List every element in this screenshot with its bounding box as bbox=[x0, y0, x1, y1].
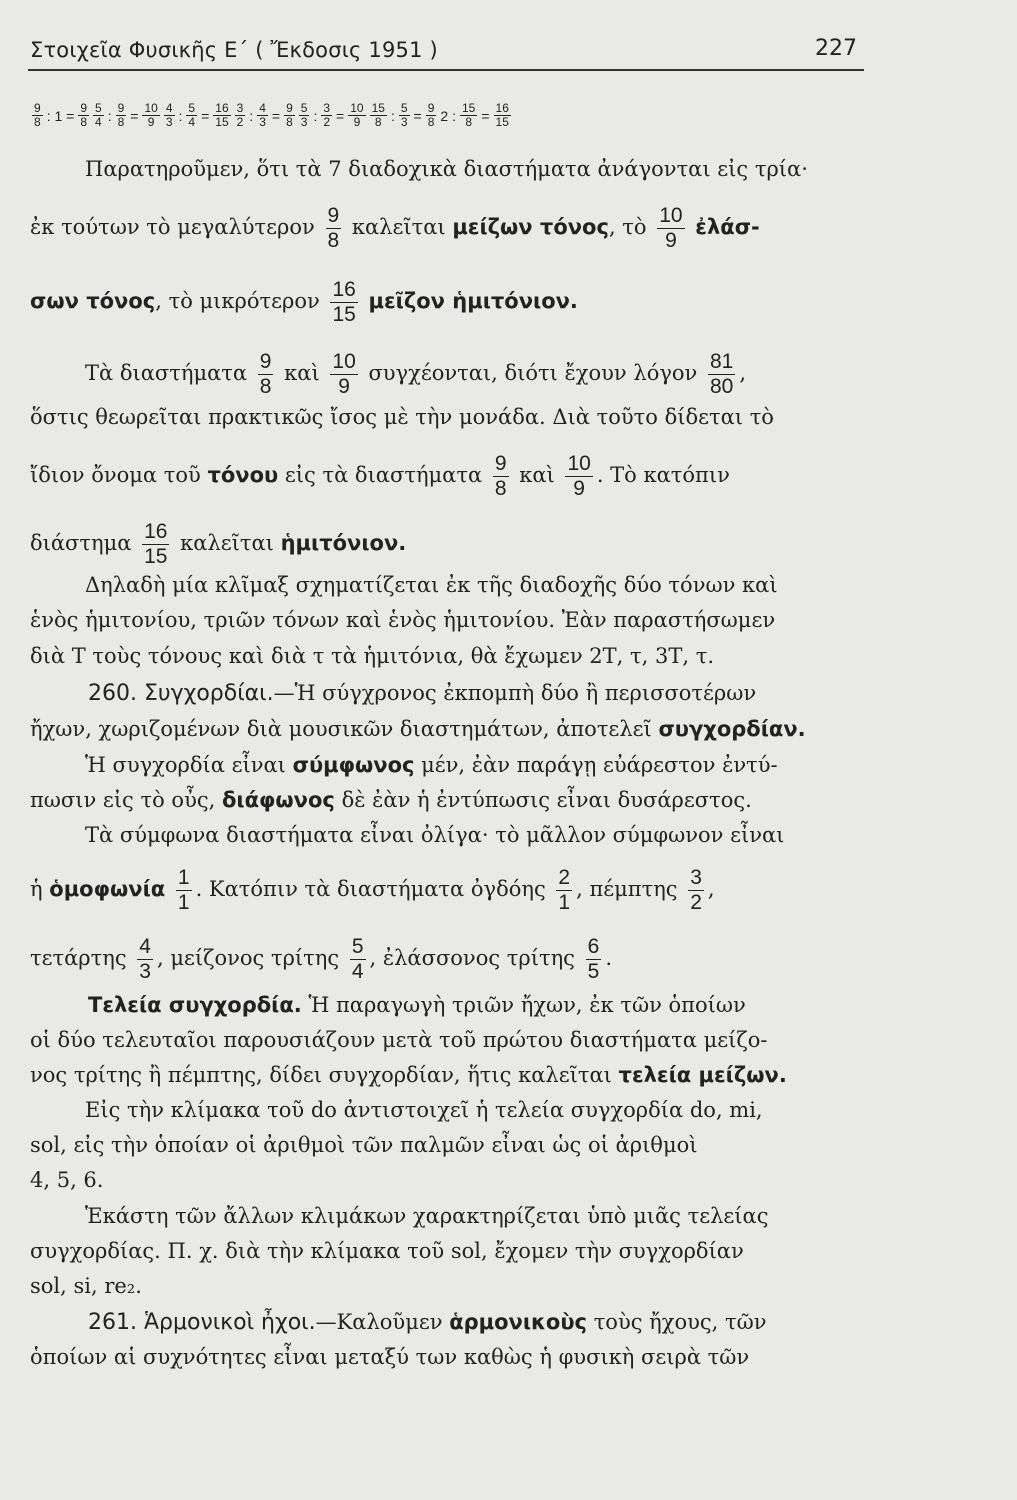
text-line: νος τρίτης ἢ πέμπτης, δίδει συγχορδίαν, ἥτις καλεῖται τελεία μείζων. bbox=[30, 1063, 787, 1087]
text-line: Τὰ σύμφωνα διαστήματα εἶναι ὀλίγα· τὸ μᾶλλον σύμφωνον εἶναι bbox=[85, 823, 785, 847]
text-line: 261. Ἁρμονικοὶ ἦχοι.—Καλοῦμεν ἁρμονικοὺς τοὺς ἤχους, τῶν bbox=[88, 1310, 767, 1335]
fraction: $\frac{16}{15}$ bbox=[495, 101, 509, 129]
fraction: $\frac{4}{3}$ bbox=[139, 935, 151, 983]
fraction: $\frac{9}{8}$ bbox=[117, 101, 125, 129]
fraction: $\frac{9}{8}$ bbox=[427, 101, 435, 129]
section-heading: 260. Συγχορδίαι. bbox=[88, 681, 274, 706]
fraction: $\frac{15}{8}$ bbox=[461, 101, 476, 129]
fraction: $\frac{10}{9}$ bbox=[350, 101, 364, 129]
text-line: Δηλαδὴ μία κλῖμαξ σχηματίζεται ἐκ τῆς διαδοχῆς δύο τόνων καὶ bbox=[85, 573, 778, 597]
fraction: $\frac{3}{2}$ bbox=[236, 101, 244, 129]
fraction: $\frac{5}{3}$ bbox=[400, 101, 408, 129]
fraction: $\frac{5}{4}$ bbox=[95, 101, 102, 129]
fraction: $\frac{9}{8}$ bbox=[494, 452, 507, 500]
text-line: οἱ δύο τελευταῖοι παρουσιάζουν μετὰ τοῦ πρώτου διαστήματα μείζο- bbox=[30, 1028, 768, 1052]
fraction: $\frac{2}{1}$ bbox=[558, 866, 571, 914]
header-rule bbox=[28, 69, 864, 71]
text-line: Παρατηροῦμεν, ὅτι τὰ 7 διαδοχικὰ διαστήματα ἀνάγονται εἰς τρία· bbox=[85, 157, 808, 181]
fraction: $\frac{81}{80}$ bbox=[709, 350, 734, 398]
page-number: 227 bbox=[815, 36, 857, 61]
text-line: Τὰ διαστήματα $\frac{9}{8}$ καὶ $\frac{10}{9}$ συγχέονται, διότι ἔχουν λόγον $\frac{81}{80}$ , bbox=[85, 350, 747, 398]
fraction: $\frac{16}{15}$ bbox=[215, 101, 229, 129]
section-heading: 261. Ἁρμονικοὶ ἦχοι. bbox=[88, 1310, 316, 1335]
fraction: $\frac{3}{2}$ bbox=[323, 101, 331, 129]
fraction: $\frac{9}{8}$ bbox=[80, 101, 88, 129]
fraction: $\frac{1}{1}$ bbox=[177, 866, 190, 914]
text-line: Εἰς τὴν κλίμακα τοῦ do ἀντιστοιχεῖ ἡ τελεία συγχορδία do, mi, bbox=[85, 1098, 763, 1122]
text-line: διάστημα $\frac{16}{15}$ καλεῖται ἡμιτόνιον. bbox=[30, 520, 407, 568]
fraction: $\frac{4}{3}$ bbox=[259, 101, 266, 129]
text-line: Ἡ συγχορδία εἶναι σύμφωνος μέν, ἐὰν παράγῃ εὐάρεστον ἐντύ- bbox=[85, 753, 778, 777]
fraction: $\frac{9}{8}$ bbox=[259, 350, 272, 398]
text-line: τετάρτης $\frac{4}{3}$ , μείζονος τρίτης $\frac{5}{4}$ , ἐλάσσονος τρίτης $\frac{6}{5}$ . bbox=[30, 935, 612, 983]
section-heading: Τελεία συγχορδία. bbox=[88, 993, 302, 1017]
text-line: σων τόνος, τὸ μικρότερον $\frac{16}{15}$ μεῖζον ἡμιτόνιον. bbox=[30, 278, 578, 326]
text-line: διὰ Τ τοὺς τόνους καὶ διὰ τ τὰ ἡμιτόνια, θὰ ἔχωμεν 2Τ, τ, 3Τ, τ. bbox=[30, 644, 715, 668]
fraction: $\frac{10}{9}$ bbox=[567, 452, 591, 500]
text-line: ἡ ὁμοφωνία $\frac{1}{1}$ . Κατόπιν τὰ διαστήματα ὀγδόης $\frac{2}{1}$ , πέμπτης $\frac{3}{2}$ , bbox=[30, 866, 715, 914]
text-line: sol, si, re₂. bbox=[30, 1274, 142, 1298]
text-line: 4, 5, 6. bbox=[30, 1168, 104, 1192]
text-line: ἴδιον ὄνομα τοῦ τόνου εἰς τὰ διαστήματα $\frac{9}{8}$ καὶ $\frac{10}{9}$ . Τὸ κατόπιν bbox=[30, 452, 730, 500]
text-line: ἤχων, χωριζομένων διὰ μουσικῶν διαστημάτων, ἀποτελεῖ συγχορδίαν. bbox=[30, 717, 806, 741]
text-line: ἐκ τούτων τὸ μεγαλύτερον $\frac{9}{8}$ καλεῖται μείζων τόνος, τὸ $\frac{10}{9}$ ἐλάσ- bbox=[30, 204, 760, 252]
fraction: $\frac{10}{9}$ bbox=[332, 350, 356, 398]
fraction: $\frac{9}{8}$ bbox=[327, 204, 340, 252]
text-line: sol, εἰς τὴν ὁποίαν οἱ ἀριθμοὶ τῶν παλμῶν εἶναι ὡς οἱ ἀριθμοὶ bbox=[30, 1133, 698, 1157]
text-line: πωσιν εἰς τὸ οὖς, διάφωνος δὲ ἐὰν ἡ ἐντύπωσις εἶναι δυσάρεστος. bbox=[30, 788, 752, 812]
fraction: $\frac{9}{8}$ bbox=[286, 101, 293, 129]
fraction: $\frac{10}{9}$ bbox=[659, 204, 683, 252]
fraction: $\frac{5}{3}$ bbox=[300, 101, 308, 129]
fraction: $\frac{6}{5}$ bbox=[587, 935, 600, 983]
fraction: $\frac{10}{9}$ bbox=[144, 101, 158, 129]
text-line: Ἑκάστη τῶν ἄλλων κλιμάκων χαρακτηρίζεται ὑπὸ μιᾶς τελείας bbox=[85, 1204, 769, 1228]
fraction: $\frac{5}{4}$ bbox=[351, 935, 364, 983]
text-line: 260. Συγχορδίαι.—Ἡ σύγχρονος ἐκπομπὴ δύο ἢ περισσοτέρων bbox=[88, 681, 757, 706]
text-line: ἑνὸς ἡμιτονίου, τριῶν τόνων καὶ ἑνὸς ἡμιτονίου. Ἐὰν παραστήσωμεν bbox=[30, 608, 776, 632]
ratio-equation-row: $\frac{9}{8}$ : 1 = $\frac{9}{8}$ $\frac{5}{4}$ : $\frac{9}{8}$ = $\frac{10}{9}$ $\frac{4}{3}$ : $\frac{5}{4}$ = $\frac{16}{15}$ $\frac{3}{2}$ : $\frac{4}{3}$ = $\frac{9}{8}$ $\frac{5}{3}$ : $\frac{3}{2}$ = $\frac{10}{9}$ $\frac{15}{8}$ : $\frac{5}{3}$ = $\frac{9}{8}$ 2 : $\frac{15}{8}$ = $\frac{16}{15}$ bbox=[34, 101, 509, 129]
fraction: $\frac{16}{15}$ bbox=[332, 278, 356, 326]
running-header-title: Στοιχεῖα Φυσικῆς Ε΄ ( Ἔκδοσις 1951 ) bbox=[30, 38, 438, 62]
fraction: $\frac{4}{3}$ bbox=[165, 101, 173, 129]
fraction: $\frac{9}{8}$ bbox=[34, 101, 41, 129]
text-line: Τελεία συγχορδία. Ἡ παραγωγὴ τριῶν ἤχων, ἐκ τῶν ὁποίων bbox=[88, 993, 746, 1017]
text-line: ὁποίων αἱ συχνότητες εἶναι μεταξύ των καθὼς ἡ φυσικὴ σειρὰ τῶν bbox=[30, 1345, 750, 1369]
fraction: $\frac{3}{2}$ bbox=[690, 866, 702, 914]
fraction: $\frac{15}{8}$ bbox=[371, 101, 385, 129]
text-line: ὅστις θεωρεῖται πρακτικῶς ἴσος μὲ τὴν μονάδα. Διὰ τοῦτο δίδεται τὸ bbox=[30, 405, 774, 429]
fraction: $\frac{5}{4}$ bbox=[188, 101, 196, 129]
text-line: συγχορδίας. Π. χ. διὰ τὴν κλίμακα τοῦ sol, ἔχομεν τὴν συγχορδίαν bbox=[30, 1239, 744, 1263]
fraction: $\frac{16}{15}$ bbox=[144, 520, 168, 568]
